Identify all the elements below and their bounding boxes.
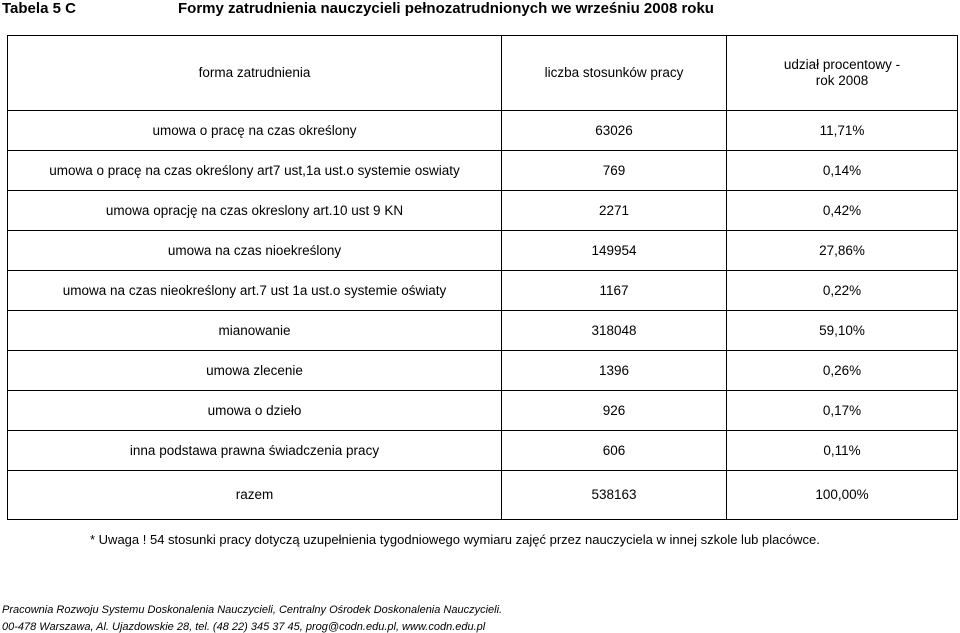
table-row xyxy=(8,311,958,351)
table-row xyxy=(8,271,958,311)
total-percent: 100,00% xyxy=(727,471,958,520)
cell-form: umowa o pracę na czas określony art7 ust,1a ust.o systemie oswiaty xyxy=(8,151,502,191)
cell-count: 1167 xyxy=(502,271,727,311)
table-row xyxy=(8,231,958,271)
cell-percent: 59,10% xyxy=(727,311,958,351)
table-row xyxy=(8,351,958,391)
table-row xyxy=(8,151,958,191)
cell-form: umowa o dzieło xyxy=(8,391,502,431)
cell-percent: 11,71% xyxy=(727,111,958,151)
cell-form: umowa zlecenie xyxy=(8,351,502,391)
cell-form: umowa oprację na czas okreslony art.10 ust 9 KN xyxy=(8,191,502,231)
total-label: razem xyxy=(8,471,502,520)
cell-count: 926 xyxy=(502,391,727,431)
cell-percent: 0,42% xyxy=(727,191,958,231)
footer-line-1: Pracownia Rozwoju Systemu Doskonalenia Nauczycieli, Centralny Ośrodek Doskonalenia Nauczycieli. xyxy=(2,604,503,616)
table-row xyxy=(8,111,958,151)
cell-form: umowa na czas nieokreślony art.7 ust 1a ust.o systemie oświaty xyxy=(8,271,502,311)
employment-forms-table xyxy=(7,35,958,520)
footer-line-2: 00-478 Warszawa, Al. Ujazdowskie 28, tel. (48 22) 345 37 45, prog@codn.edu.pl, www.codn.edu.pl xyxy=(2,621,486,633)
table-header-row xyxy=(8,36,958,111)
cell-form: inna podstawa prawna świadczenia pracy xyxy=(8,431,502,471)
cell-count: 149954 xyxy=(502,231,727,271)
cell-percent: 0,26% xyxy=(727,351,958,391)
cell-percent: 0,14% xyxy=(727,151,958,191)
cell-count: 769 xyxy=(502,151,727,191)
table-label: Tabela 5 C xyxy=(2,0,76,17)
cell-percent: 27,86% xyxy=(727,231,958,271)
table-row xyxy=(8,191,958,231)
cell-count: 63026 xyxy=(502,111,727,151)
column-header-form: forma zatrudnienia xyxy=(8,36,502,111)
cell-count: 606 xyxy=(502,431,727,471)
table-row xyxy=(8,391,958,431)
column-header-count: liczba stosunków pracy xyxy=(502,36,727,111)
cell-form: umowa o pracę na czas określony xyxy=(8,111,502,151)
footnote: * Uwaga ! 54 stosunki pracy dotyczą uzupełnienia tygodniowego wymiaru zajęć przez nauczyciela w innej szkole lub placówce. xyxy=(90,532,820,547)
total-count: 538163 xyxy=(502,471,727,520)
column-header-percent: udział procentowy - rok 2008 xyxy=(727,36,958,111)
cell-percent: 0,22% xyxy=(727,271,958,311)
title-row xyxy=(0,0,960,20)
cell-form: umowa na czas nioekreślony xyxy=(8,231,502,271)
table-total-row xyxy=(8,471,958,520)
cell-count: 318048 xyxy=(502,311,727,351)
cell-percent: 0,17% xyxy=(727,391,958,431)
table-row xyxy=(8,431,958,471)
cell-percent: 0,11% xyxy=(727,431,958,471)
cell-form: mianowanie xyxy=(8,311,502,351)
cell-count: 1396 xyxy=(502,351,727,391)
table-title: Formy zatrudnienia nauczycieli pełnozatrudnionych we wrześniu 2008 roku xyxy=(178,0,714,17)
cell-count: 2271 xyxy=(502,191,727,231)
